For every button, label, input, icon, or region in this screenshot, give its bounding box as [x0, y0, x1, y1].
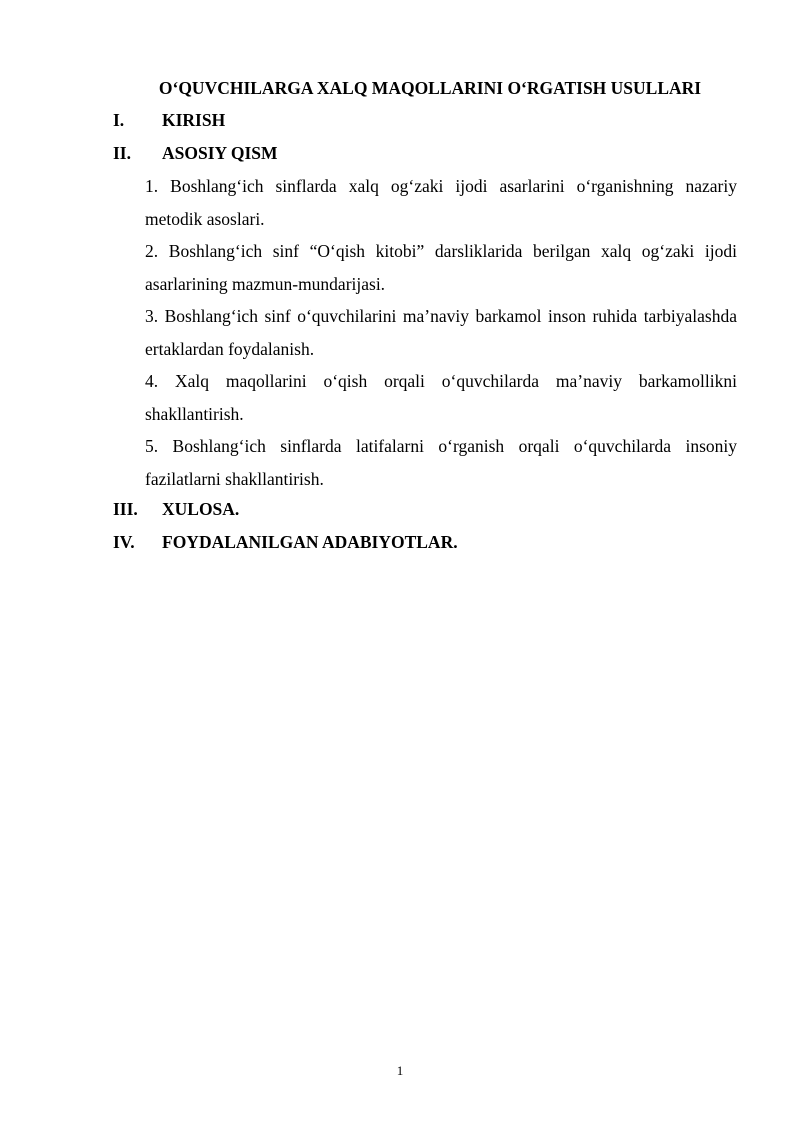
content-item-3: 3. Boshlang‘ich sinf o‘quvchilarini ma’naviy barkamol inson ruhida tarbiyalashda ertaklardan foydalanish.	[145, 306, 737, 359]
section-number: I.	[113, 110, 125, 130]
section-references	[113, 530, 753, 554]
section-label: KIRISH	[162, 110, 226, 130]
section-label: XULOSA.	[162, 499, 240, 519]
section-number: III.	[113, 499, 138, 519]
page-number: 1	[396, 1063, 404, 1078]
section-number: IV.	[113, 532, 135, 552]
section-introduction	[113, 108, 753, 132]
content-item-5: 5. Boshlang‘ich sinflarda latifalarni o‘rganish orqali o‘quvchilarda insoniy fazilatlarni shakllantirish.	[145, 436, 737, 489]
section-number: II.	[113, 143, 131, 163]
section-label: ASOSIY QISM	[162, 143, 278, 163]
section-main-part	[113, 141, 753, 165]
section-label: FOYDALANILGAN ADABIYOTLAR.	[162, 532, 458, 552]
content-item-4: 4. Xalq maqollarini o‘qish orqali o‘quvchilarda ma’naviy barkamollikni shakllantirish.	[145, 371, 737, 424]
section-conclusion	[113, 497, 753, 521]
document-title: O‘QUVCHILARGA XALQ MAQOLLARINI O‘RGATISH USULLARI	[158, 78, 702, 98]
content-item-1: 1. Boshlang‘ich sinflarda xalq og‘zaki ijodi asarlarini o‘rganishning nazariy metodik asoslari.	[145, 176, 737, 229]
content-item-2: 2. Boshlang‘ich sinf “O‘qish kitobi” darsliklarida berilgan xalq og‘zaki ijodi asarlarining mazmun-mundarijasi.	[145, 241, 737, 294]
